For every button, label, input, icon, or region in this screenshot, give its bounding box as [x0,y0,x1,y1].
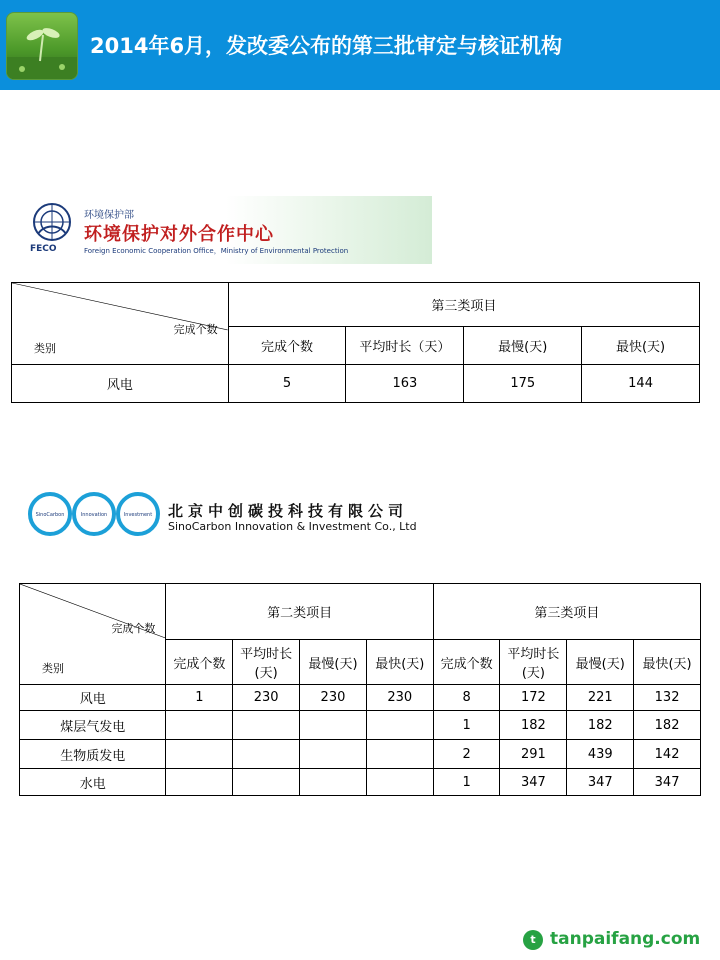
site-link[interactable]: tanpaifang.com [550,929,701,949]
value-cell: 439 [567,740,634,769]
category-cell: 煤层气发电 [20,711,166,740]
group-header: 第二类项目 [166,584,433,640]
feco-line3: Foreign Economic Cooperation Office，Ministry of Environmental Protection [84,247,349,255]
feco-abbr: FECO [30,244,57,254]
company-name-en: SinoCarbon Innovation & Investment Co., Ltd [168,520,417,533]
sprout-icon [7,13,77,79]
group-header: 第三类项目 [433,584,700,640]
category-cell: 风电 [12,365,229,403]
value-cell [366,769,433,796]
value-cell [300,769,367,796]
ring-label: SinoCarbon [35,512,65,518]
group-header: 第三类项目 [228,283,699,327]
feco-logo [20,196,432,264]
column-header: 最慢(天) [567,640,634,685]
value-cell: 172 [500,685,567,711]
column-header: 最慢(天) [300,640,367,685]
value-cell: 163 [346,365,464,403]
diag-header-cell [12,283,229,365]
column-header: 最快(天) [366,640,433,685]
header-bar [0,0,720,90]
value-cell [300,711,367,740]
column-header: 完成个数 [433,640,500,685]
column-header: 平均时长(天) [233,640,300,685]
table-row [20,711,701,740]
diag-top-label: 完成个数 [173,323,218,336]
value-cell: 347 [567,769,634,796]
value-cell [366,740,433,769]
table-sinocarbon [19,583,701,796]
sinocarbon-logo [28,486,428,542]
tanpaifang-logo-icon: t [523,930,543,950]
value-cell: 221 [567,685,634,711]
value-cell: 1 [433,769,500,796]
table-feco [11,282,700,403]
column-header: 最快(天) [634,640,701,685]
diag-bottom-label: 类别 [42,662,64,675]
column-header: 完成个数 [228,327,346,365]
value-cell: 347 [634,769,701,796]
footer-watermark[interactable] [523,928,713,952]
diag-header-cell [20,584,166,685]
column-header: 平均时长(天) [500,640,567,685]
value-cell: 8 [433,685,500,711]
value-cell [166,740,233,769]
column-header: 完成个数 [166,640,233,685]
category-cell: 水电 [20,769,166,796]
value-cell [233,740,300,769]
table-row [20,769,701,796]
three-rings-icon [28,486,160,542]
ring-label: Investment [123,512,153,518]
value-cell: 175 [464,365,582,403]
value-cell [233,711,300,740]
value-cell: 5 [228,365,346,403]
value-cell [233,769,300,796]
column-header: 最慢(天) [464,327,582,365]
value-cell: 230 [233,685,300,711]
value-cell [300,740,367,769]
diag-bottom-label: 类别 [34,342,56,355]
company-name-cn: 北京中创碳投科技有限公司 [168,502,409,520]
value-cell: 230 [366,685,433,711]
sprout-image [6,12,78,80]
value-cell [366,711,433,740]
value-cell: 182 [567,711,634,740]
un-emblem-icon [26,200,78,246]
table-row [20,685,701,711]
value-cell: 291 [500,740,567,769]
column-header: 平均时长（天） [346,327,464,365]
value-cell: 142 [634,740,701,769]
value-cell: 347 [500,769,567,796]
value-cell: 132 [634,685,701,711]
table-row [12,365,700,403]
feco-line1: 环境保护部 [84,210,134,221]
table-row [20,740,701,769]
category-cell: 风电 [20,685,166,711]
value-cell [166,711,233,740]
page-title: 2014年6月，发改委公布的第三批审定与核证机构 [90,34,563,58]
ring-label: Innovation [80,512,108,518]
diag-top-label: 完成个数 [111,622,156,635]
value-cell [166,769,233,796]
feco-line2: 环境保护对外合作中心 [84,224,274,245]
column-header: 最快(天) [582,327,700,365]
value-cell: 2 [433,740,500,769]
value-cell: 182 [500,711,567,740]
value-cell: 1 [433,711,500,740]
value-cell: 182 [634,711,701,740]
value-cell: 144 [582,365,700,403]
value-cell: 230 [300,685,367,711]
value-cell: 1 [166,685,233,711]
category-cell: 生物质发电 [20,740,166,769]
